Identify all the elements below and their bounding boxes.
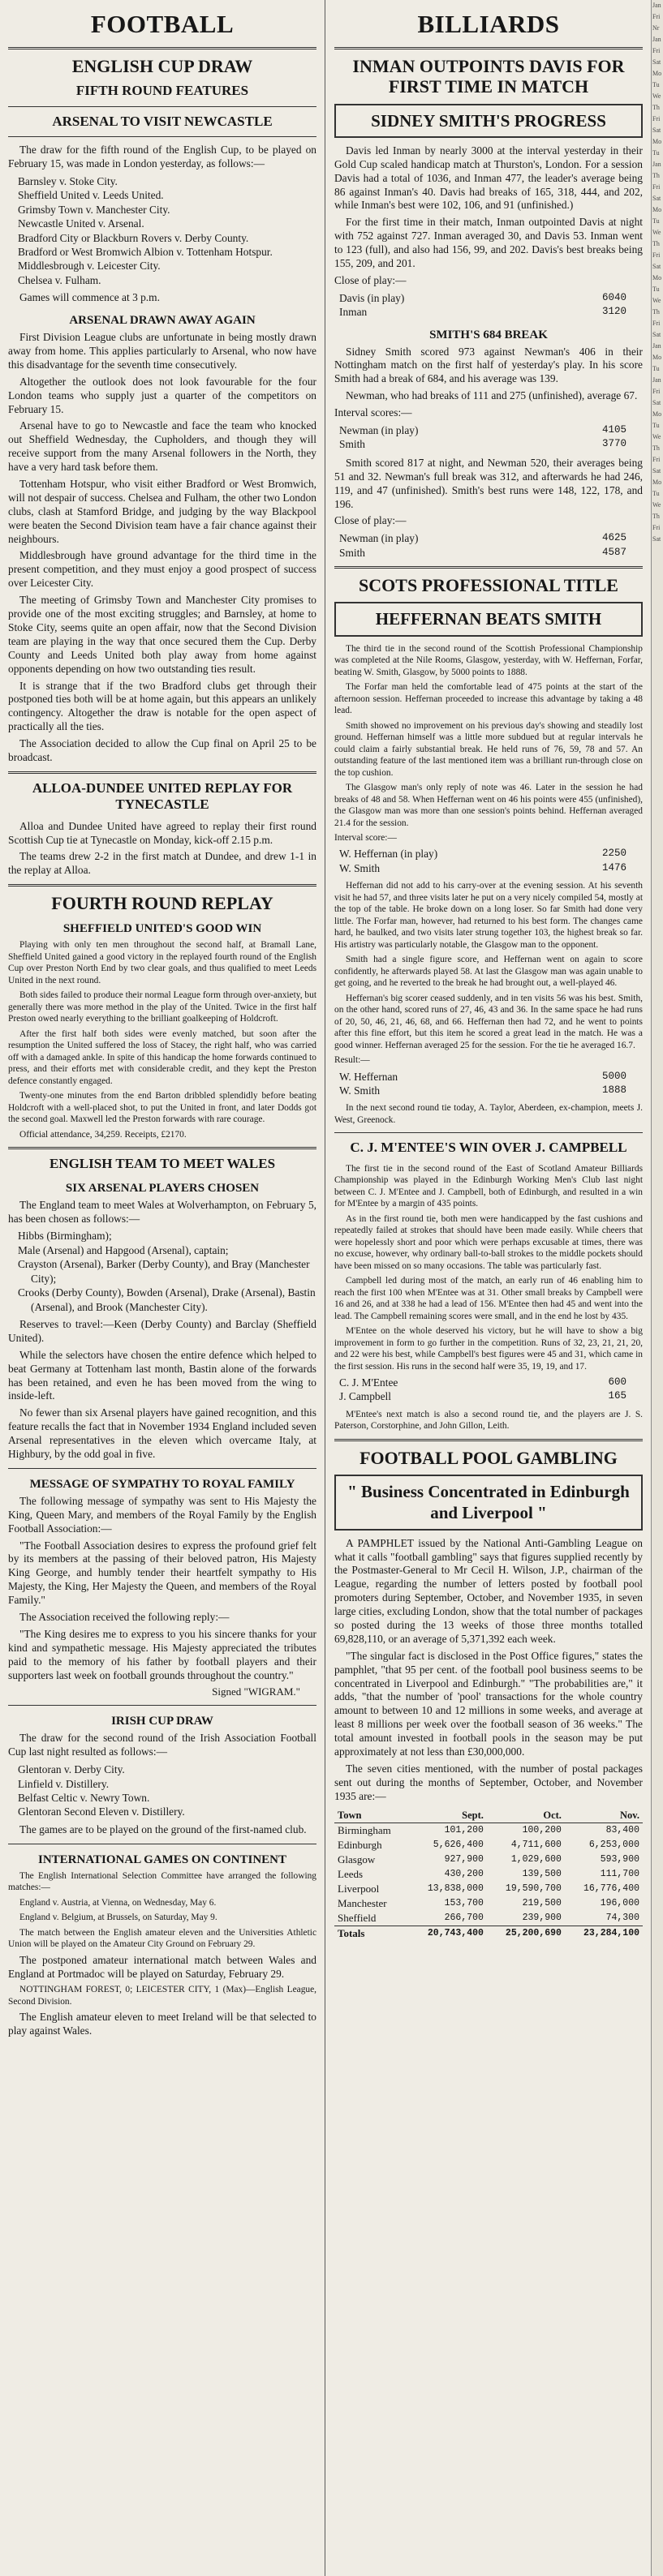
- player-name: W. Smith: [339, 1084, 381, 1097]
- town-cell: Sheffield: [338, 1911, 377, 1924]
- town-cell: Edinburgh: [338, 1838, 382, 1851]
- adjacent-page-strip: [651, 0, 663, 2576]
- table-row: [334, 1882, 643, 1896]
- strip-fragment: Tu: [652, 149, 660, 157]
- player-name: Newman (in play): [339, 532, 419, 545]
- cup-paragraph: It is strange that if the two Bradford clubs get through their postponed ties both will be at home again, but this appears an unlikely contingency. Altogether the draw is notable for the open aspect of practically all the ties.: [8, 679, 316, 733]
- nov-cell: 196,000: [600, 1898, 639, 1909]
- strip-fragment: Mo: [652, 70, 662, 77]
- divider: [8, 1468, 316, 1469]
- table-row: [334, 1838, 643, 1853]
- smith-headline: SMITH'S 684 BREAK: [429, 328, 548, 341]
- player-score: 2250: [601, 848, 626, 860]
- strip-fragment: Th: [652, 513, 660, 520]
- scots-subhead: HEFFERNAN BEATS SMITH: [334, 602, 643, 636]
- sympathy-paragraph: The Association received the following reply:—: [19, 1610, 230, 1623]
- score-row: [339, 437, 643, 451]
- alloa-paragraph: The teams drew 2-2 in the first match at Dundee, and drew 1-1 in the replay at Alloa.: [8, 850, 316, 877]
- pool-paragraph: The seven cities mentioned, with the number of postal packages sent out during the months of September, October, and November 1935 are:—: [334, 1762, 643, 1802]
- wales-paragraph: While the selectors have chosen the entire defence which helped to beat Germany at Tottenham last month, Bastin alone of the forwards has been retained, and even he has been moved from the wing to inside-left.: [8, 1348, 316, 1402]
- cup-paragraph: First Division League clubs are unfortunate in being mostly drawn away from home. This applies particularly to Arsenal, who now have this disadvantage for the seventh time consecutively.: [8, 331, 316, 371]
- irish-tie-list: [8, 1762, 316, 1819]
- strip-fragment: Fri: [652, 115, 661, 122]
- pool-col-header: Sept.: [409, 1809, 487, 1823]
- strip-fragment: Fri: [652, 456, 661, 463]
- cup-fixture: Bradford or West Bromwich Albion v. Tottenham Hotspur.: [18, 245, 273, 258]
- irish-tie: Glentoran Second Eleven v. Distillery.: [18, 1805, 185, 1818]
- strip-fragment: Tu: [652, 365, 660, 372]
- total-label: Totals: [334, 1926, 409, 1941]
- player-name: W. Heffernan (in play): [339, 848, 438, 861]
- score-row: [339, 847, 643, 861]
- strip-fragment: Fri: [652, 47, 661, 54]
- pool-col-header: Nov.: [565, 1809, 643, 1823]
- strip-fragment: We: [652, 501, 661, 509]
- strip-fragment: Th: [652, 240, 660, 247]
- wales-headline: ENGLISH TEAM TO MEET WALES: [49, 1156, 276, 1172]
- pool-paragraph: "The singular fact is disclosed in the Post Office figures," states the pamphlet, "that 95 per cent. of the football pool business seems to be concentrated in Liverpool and Edinburgh." "The probabilities are," it adds, "that the number of 'pool' transactions for the whole country amount to between 10 and 12 millions in some weeks, and average at least 8 millions per week over the football season of 36 weeks." The total amount invested in football pools in the season may be put approximately at not less than £30,000,000.: [334, 1649, 643, 1758]
- replay-paragraph: Twenty-one minutes from the end Barton dribbled splendidly before beating Holdcroft with a well-placed shot, to put the United in front, and later Dodds got the second goal. Maxwell led the Preston forwards with rare courage.: [8, 1091, 316, 1125]
- wales-team-list: [8, 1229, 316, 1314]
- inman-close-scores: [339, 291, 643, 320]
- pool-col-header: Town: [334, 1809, 409, 1823]
- mcentee-paragraph: The first tie in the second round of the East of Scotland Amateur Billiards Championship was played in the Edinburgh Working Men's Club last night between C. J. M'Entee and J. Campbell, both of Edinburgh, and resulted in a win for M'Entee by a margin of 435 points.: [334, 1163, 643, 1209]
- scots-interval-label: Interval score:—: [334, 833, 397, 843]
- table-row: [334, 1823, 643, 1838]
- sept-cell: 13,838,000: [427, 1883, 484, 1895]
- strip-fragment: Tu: [652, 81, 660, 88]
- irish-intro: The draw for the second round of the Irish Association Football Cup last night resulted as follows:—: [8, 1732, 316, 1758]
- strip-fragment: Fri: [652, 183, 661, 191]
- strip-fragment: Nr: [652, 24, 660, 32]
- strip-fragment: Sat: [652, 127, 661, 134]
- divider: [334, 47, 643, 49]
- nov-total: 23,284,100: [565, 1926, 643, 1941]
- strip-fragment: Tu: [652, 286, 660, 293]
- international-paragraph: The English International Selection Committee have arranged the following matches:—: [8, 1870, 316, 1893]
- right-column: [326, 0, 651, 1946]
- strip-fragment: Tu: [652, 217, 660, 225]
- replay-headline: FOURTH ROUND REPLAY: [51, 893, 273, 914]
- town-cell: Birmingham: [338, 1823, 391, 1836]
- table-total-row: [334, 1926, 643, 1941]
- strip-fragment: Th: [652, 308, 660, 316]
- wales-reserves: Reserves to travel:—Keen (Derby County) and Barclay (Sheffield United).: [8, 1317, 316, 1344]
- player-name: Smith: [339, 546, 365, 559]
- oct-cell: 100,200: [522, 1825, 562, 1836]
- strip-fragment: Th: [652, 172, 660, 179]
- scots-paragraph: The Glasgow man's only reply of note was 46. Later in the session he had breaks of 48 and 58. When Heffernan went on 46 his points were 455 (unfinished), the Glasgow man was more than one session's points behind. Heffernan averaged 21.4 for the session.: [334, 783, 643, 828]
- strip-fragment: Jan: [652, 161, 661, 168]
- strip-fragment: Sat: [652, 467, 661, 474]
- scots-paragraph: Heffernan's big scorer ceased suddenly, and in ten visits 56 was his best. Smith, on the other hand, scored runs of 27, 46, 43 and 36. In the same space he had runs of 20, 50, 46, 21, 46, 68, and 66. Heffernan then had 72, and he went to points after this fine effort, but this item he scored a great lead in the match. He was a good winner. Heffernan averaged 25 for the session. For the tie he averaged 16.7.: [334, 993, 643, 1050]
- divider: [334, 1132, 643, 1133]
- pool-table-header-row: [334, 1809, 643, 1823]
- strip-fragment: We: [652, 229, 661, 236]
- divider: [8, 1705, 316, 1706]
- strip-fragment: Jan: [652, 376, 661, 384]
- inman-close-label: Close of play:—: [334, 273, 407, 286]
- strip-fragment: Fri: [652, 251, 661, 259]
- nov-cell: 593,900: [600, 1854, 639, 1865]
- alloa-headline: ALLOA-DUNDEE UNITED REPLAY FOR TYNECASTLE: [32, 779, 293, 813]
- international-headline: INTERNATIONAL GAMES ON CONTINENT: [37, 1853, 287, 1866]
- alloa-paragraph: Alloa and Dundee United have agreed to replay their first round Scottish Cup tie at Tynecastle on Monday, kick-off 2.15 p.m.: [8, 819, 316, 846]
- score-row: [339, 291, 643, 305]
- strip-fragment: Th: [652, 104, 660, 111]
- cup-paragraph: Middlesbrough have ground advantage for the third time in the present competition, and they must enjoy a good prospect of success over Leicester City.: [8, 549, 316, 590]
- cup-headline: ENGLISH CUP DRAW: [71, 56, 253, 76]
- smith-close-scores: [339, 531, 643, 560]
- oct-cell: 239,900: [522, 1913, 562, 1924]
- international-paragraph: The postponed amateur international match between Wales and England at Portmadoc will be played on Saturday, February 29.: [8, 1953, 316, 1980]
- sept-cell: 927,900: [444, 1854, 484, 1865]
- pool-headline: FOOTBALL POOL GAMBLING: [359, 1447, 618, 1468]
- strip-words: [652, 0, 663, 545]
- cup-paragraph: Altogether the outlook does not look favourable for the four London teams who supply just a quarter of the competitors on February 15.: [8, 375, 316, 415]
- scots-paragraph: The third tie in the second round of the Scottish Professional Championship was completed at the Nile Rooms, Glasgow, yesterday, with W. Heffernan, Forfar, beating W. Smith, Glasgow, by 5000 points to 1888.: [334, 643, 643, 677]
- scots-paragraph: Smith showed no improvement on his previous day's showing and steadily lost ground. Heffernan himself was a little more subdued but at regular intervals he could claim a fairly substantial break. He held runs of 76, 59, 78 and 57. An outstanding feature of the last mentioned item was a brilliant run-through close on the top cushion.: [334, 720, 643, 778]
- replay-paragraph: After the first half both sides were evenly matched, but soon after the resumption the United suffered the loss of Stacey, the right half, who was carried off with a damaged ankle. In spite of this handicap the home forwards continued to press, and their efforts met with considerable credit, and they kept the Preston defence constantly engaged.: [8, 1028, 316, 1086]
- inman-paragraph: Davis led Inman by nearly 3000 at the interval yesterday in their Gold Cup scaled handicap match at Thurston's, London. For a session Davis had a total of 1036, and Inman 477, the leader's average being 86 against Inman's 40. Davis had breaks of 165, 318, 444, and 202, while Inman's best were 102, 106, and 91 (unfinished.): [334, 144, 643, 212]
- table-row: [334, 1867, 643, 1882]
- replay-paragraph: Both sides failed to produce their normal League form through over-anxiety, but generally there was more method in the play of the United. Twice in the first half Preston owed nearly everything to the brilliant goalkeeping of Holdcroft.: [8, 990, 316, 1024]
- strip-fragment: Mo: [652, 274, 662, 281]
- scots-result-label: Result:—: [334, 1055, 370, 1066]
- sept-cell: 153,700: [444, 1898, 484, 1909]
- score-row: [339, 1389, 643, 1403]
- table-row: [334, 1911, 643, 1926]
- sympathy-headline: MESSAGE OF SYMPATHY TO ROYAL FAMILY: [29, 1477, 295, 1491]
- cup-paragraph: The Association decided to allow the Cup final on April 25 to be broadcast.: [8, 737, 316, 763]
- nov-cell: 83,400: [605, 1825, 639, 1836]
- mcentee-result-scores: [339, 1376, 643, 1404]
- player-name: W. Heffernan: [339, 1070, 398, 1083]
- wales-paragraph: No fewer than six Arsenal players have gained recognition, and this feature recalls the fact that in November 1934 England included seven Arsenal representatives in the eleven which overcame Italy, at Highbury, by the odd goal in five.: [8, 1406, 316, 1460]
- cup-fixture: Newcastle United v. Arsenal.: [18, 217, 144, 230]
- scots-interval-scores: [339, 847, 643, 875]
- divider: [8, 136, 316, 137]
- scots-paragraph: The Forfar man held the comfortable lead of 475 points at the start of the afternoon session. Heffernan proceeded to increase this advantage by taking a 48 lead.: [334, 682, 643, 716]
- player-score: 4587: [601, 546, 626, 558]
- cup-fixture: Barnsley v. Stoke City.: [18, 174, 118, 187]
- international-paragraph: NOTTINGHAM FOREST, 0; LEICESTER CITY, 1 (Max)—English League, Second Division.: [8, 1985, 316, 2007]
- oct-cell: 219,500: [522, 1898, 562, 1909]
- wales-intro: The England team to meet Wales at Wolverhampton, on February 5, has been chosen as follows:—: [8, 1198, 316, 1225]
- international-paragraph: England v. Belgium, at Brussels, on Saturday, May 9.: [19, 1913, 217, 1923]
- pool-paragraph: A PAMPHLET issued by the National Anti-Gambling League on what it calls "football gambling" says that figures supplied recently by the Postmaster-General to Mr Cecil H. Wilson, J.P., chairman of the League, regarding the number of letters posted by football pool promoters during September, October, and November 1935, in seven large cities, excluding London, show that the total number of packages so posted during the 13 weeks of those three months totalled 69,828,110, or an average of 5,371,392 each week.: [334, 1536, 643, 1645]
- cup-fixture: Sheffield United v. Leeds United.: [18, 189, 164, 202]
- smith-close-label: Close of play:—: [334, 514, 407, 527]
- player-score: 1888: [601, 1084, 626, 1097]
- player-score: 4625: [601, 532, 626, 544]
- cup-paragraph: Arsenal have to go to Newcastle and face the team who knocked out Sheffield Wednesday, the Cupholders, and though they will receive support from the many Arsenal followers in the North, they have a very hard task before them.: [8, 419, 316, 474]
- mcentee-outro: M'Entee's next match is also a second round tie, and the players are J. S. Paterson, Corstorphine, and John Gillon, Leith.: [334, 1409, 643, 1432]
- score-row: [339, 861, 643, 875]
- strip-fragment: Sat: [652, 195, 661, 202]
- scots-paragraph: Smith had a single figure score, and Heffernan went on again to score confidently, he afterwards played 58. At last the Glasgow man was again unable to get going, and he reverted to the break he had brought out, a well-played 46.: [334, 955, 643, 989]
- divider: [334, 566, 643, 569]
- wales-team-line: Male (Arsenal) and Hapgood (Arsenal), captain;: [18, 1243, 229, 1256]
- international-paragraph: The match between the English amateur eleven and the Universities Athletic Union will be played on the Amateur City Ground on February 29.: [8, 1927, 316, 1950]
- table-row: [334, 1853, 643, 1867]
- strip-fragment: Sat: [652, 399, 661, 406]
- sept-cell: 266,700: [444, 1913, 484, 1924]
- replay-paragraph: Playing with only ten men throughout the second half, at Bramall Lane, Sheffield United gained a good victory in the replayed fourth round of the English Cup over Preston North End by two clear goals, and thus qualified to meet Leeds United in the next round.: [8, 940, 316, 985]
- strip-fragment: Fri: [652, 524, 661, 531]
- sept-cell: 5,626,400: [433, 1840, 484, 1851]
- strip-fragment: Jan: [652, 2, 661, 9]
- cup-paragraph: Tottenham Hotspur, who visit either Bradford or West Bromwich, will not despair of success. Chelsea and Fulham, the other two London clubs, clash at Stamford Bridge, and judging by the way Blackpool were beaten the Second Division team have a fair chance against their neighbours.: [8, 478, 316, 545]
- cup-subhead: FIFTH ROUND FEATURES: [75, 83, 249, 99]
- irish-tie: Belfast Celtic v. Newry Town.: [18, 1792, 150, 1805]
- score-row: [339, 1070, 643, 1084]
- divider: [8, 771, 316, 774]
- cup-banner: ARSENAL TO VISIT NEWCASTLE: [52, 113, 273, 129]
- oct-cell: 4,711,600: [510, 1840, 562, 1851]
- pool-col-header: Oct.: [487, 1809, 565, 1823]
- strip-fragment: Sat: [652, 263, 661, 270]
- nov-cell: 16,776,400: [583, 1883, 639, 1895]
- strip-fragment: Fri: [652, 388, 661, 395]
- score-row: [339, 1084, 643, 1097]
- strip-fragment: Jan: [652, 342, 661, 350]
- nov-cell: 6,253,000: [588, 1840, 639, 1851]
- scots-outro: In the next second round tie today, A. Taylor, Aberdeen, ex-champion, meets J. West, Greenock.: [334, 1103, 643, 1125]
- town-cell: Liverpool: [338, 1882, 380, 1895]
- strip-fragment: Tu: [652, 490, 660, 497]
- oct-cell: 19,590,700: [505, 1883, 562, 1895]
- score-row: [339, 423, 643, 437]
- sympathy-signed: Signed "WIGRAM.": [212, 1685, 300, 1698]
- player-name: Newman (in play): [339, 424, 419, 437]
- smith-paragraph: Smith scored 817 at night, and Newman 520, their averages being 51 and 32. Newman's full break was 312, and afterwards he had 246, 119, and 47 (unfinished). Smith's best runs were 148, 122, 178, and 196.: [334, 456, 643, 510]
- player-score: 6040: [601, 291, 626, 303]
- cup-kickoff: Games will commence at 3 p.m.: [19, 291, 160, 304]
- town-cell: Leeds: [338, 1867, 364, 1880]
- irish-tie: Linfield v. Distillery.: [18, 1777, 110, 1790]
- strip-fragment: Sat: [652, 535, 661, 543]
- player-name: Davis (in play): [339, 291, 405, 304]
- wales-subhead: SIX ARSENAL PLAYERS CHOSEN: [65, 1181, 260, 1195]
- strip-fragment: Tu: [652, 422, 660, 429]
- town-cell: Manchester: [338, 1896, 387, 1909]
- score-row: [339, 305, 643, 319]
- player-score: 3770: [601, 438, 626, 450]
- international-paragraph: The English amateur eleven to meet Ireland will be that selected to play against Wales.: [8, 2011, 316, 2037]
- replay-subhead: SHEFFIELD UNITED'S GOOD WIN: [62, 922, 262, 936]
- sympathy-paragraph: The following message of sympathy was sent to His Majesty the King, Queen Mary, and members of the Royal Family by the English Football Association:—: [8, 1494, 316, 1535]
- strip-fragment: Fri: [652, 13, 661, 20]
- strip-fragment: Sat: [652, 58, 661, 66]
- oct-cell: 139,500: [522, 1869, 562, 1880]
- mcentee-paragraph: M'Entee on the whole deserved his victory, but he will have to show a big improvement in form to go further in the competition. Runs of 32, 23, 21, 21, 20, and 22 were his best, while Campbell's best figures were 45 and 31, which came in the first session. His runs in the second half were 35, 19, 19, and 17.: [334, 1326, 643, 1372]
- nov-cell: 74,300: [605, 1913, 639, 1924]
- strip-fragment: Mo: [652, 138, 662, 145]
- divider: [8, 106, 316, 107]
- player-name: W. Smith: [339, 861, 381, 874]
- strip-fragment: Mo: [652, 410, 662, 418]
- smith-interval-scores: [339, 423, 643, 452]
- cup-fixture: Chelsea v. Fulham.: [18, 273, 101, 286]
- cup-fixture-list: [8, 174, 316, 287]
- sympathy-paragraph: "The King desires me to express to you his sincere thanks for your kind and sympathetic message. His Majesty appreciated the tributes paid to the memory of his father by football players and their supporters last week on football grounds throughout the country.": [8, 1627, 316, 1681]
- inman-headline: INMAN OUTPOINTS DAVIS FOR FIRST TIME IN MATCH: [352, 56, 625, 97]
- inman-paragraph: For the first time in their match, Inman outpointed Davis at night with 752 against 727. Inman averaged 30, and Davis 53. Inman went to 123 (full), and also had 156, 99, and 202. Davis's best breaks being 155, 209, and 201.: [334, 216, 643, 269]
- smith-paragraph: Newman, who had breaks of 111 and 275 (unfinished), average 67.: [346, 389, 638, 402]
- strip-fragment: Fri: [652, 320, 661, 327]
- player-name: J. Campbell: [339, 1390, 391, 1403]
- strip-fragment: We: [652, 92, 661, 100]
- smith-interval-label: Interval scores:—: [334, 406, 412, 419]
- strip-fragment: Th: [652, 444, 660, 452]
- strip-fragment: We: [652, 297, 661, 304]
- divider: [334, 1439, 643, 1441]
- player-name: C. J. M'Entee: [339, 1376, 398, 1389]
- mcentee-headline: C. J. M'ENTEE'S WIN OVER J. CAMPBELL: [350, 1140, 627, 1156]
- wales-team-line: Hibbs (Birmingham);: [18, 1230, 112, 1243]
- international-paragraph: England v. Austria, at Vienna, on Wednesday, May 6.: [19, 1897, 217, 1908]
- divider: [8, 47, 316, 49]
- scots-headline: SCOTS PROFESSIONAL TITLE: [359, 575, 618, 596]
- wales-team-line: Crooks (Derby County), Bowden (Arsenal), Drake (Arsenal), Bastin (Arsenal), and Brook (Manchester City).: [18, 1286, 316, 1313]
- sympathy-paragraph: "The Football Association desires to express the profound grief felt by its members at the passing of their beloved patron, His Majesty King George, and humbly tender their heartfelt sympathy to His Majesty, the King, Her Majesty the Queen, and members of the Royal Family.": [8, 1539, 316, 1607]
- strip-fragment: Sat: [652, 331, 661, 338]
- table-row: [334, 1896, 643, 1911]
- player-score: 4105: [601, 424, 626, 436]
- oct-cell: 1,029,600: [510, 1854, 562, 1865]
- strip-fragment: Mo: [652, 479, 662, 486]
- oct-total: 25,200,690: [487, 1926, 565, 1941]
- divider: [8, 1147, 316, 1149]
- replay-paragraph: Official attendance, 34,259. Receipts, £2170.: [19, 1129, 187, 1140]
- sept-cell: 101,200: [444, 1825, 484, 1836]
- irish-outro: The games are to be played on the ground of the first-named club.: [19, 1823, 307, 1835]
- left-column: [0, 0, 325, 2041]
- mcentee-paragraph: As in the first round tie, both men were handicapped by the fast cushions and repeatedly failed at strokes that should have been made easily. While cheers that were hopelessly short and poor which were perhaps excusable at times, there was no excuse, however, why ordinary ball-to-ball strokes to the middle pockets should have been missed on so many occasions. The table was particularly fast.: [334, 1213, 643, 1271]
- cup-fixture: Grimsby Town v. Manchester City.: [18, 203, 170, 216]
- divider: [8, 884, 316, 887]
- player-score: 600: [608, 1376, 626, 1389]
- player-name: Inman: [339, 306, 368, 319]
- cup-paragraph: The meeting of Grimsby Town and Manchester City promises to provide one of the most exciting struggles; and Barnsley, at home to Stoke City, seems quite an open affair, now that the Second Division team are playing in the way that once secured them the Cup. Derby County and Leeds United both play away from home against opponents depending on how two outstanding ties result.: [8, 594, 316, 675]
- scots-result-scores: [339, 1070, 643, 1098]
- score-row: [339, 1376, 643, 1389]
- sept-total: 20,743,400: [409, 1926, 487, 1941]
- player-score: 1476: [601, 861, 626, 874]
- inman-subhead: SIDNEY SMITH'S PROGRESS: [334, 104, 643, 138]
- masthead-billiards: BILLIARDS: [417, 10, 560, 38]
- player-name: Smith: [339, 438, 365, 451]
- cup-drawn-away-head: ARSENAL DRAWN AWAY AGAIN: [69, 314, 256, 328]
- player-score: 5000: [601, 1070, 626, 1082]
- pool-table: [334, 1809, 643, 1941]
- mcentee-paragraph: Campbell led during most of the match, an early run of 46 enabling him to reach the first 100 when M'Entee was at 31. Other small breaks by Campbell were 16 and 26, and at 338 he had a lead of 156. M'Entee then had 45 and went into the lead. The Campbell remaining scores were small, and in the end he lost by 435.: [334, 1276, 643, 1321]
- wales-team-line: Crayston (Arsenal), Barker (Derby County), and Bray (Manchester City);: [18, 1258, 310, 1285]
- nov-cell: 111,700: [600, 1869, 639, 1880]
- cup-fixture: Middlesbrough v. Leicester City.: [18, 260, 161, 273]
- player-score: 3120: [601, 306, 626, 318]
- strip-fragment: Mo: [652, 354, 662, 361]
- smith-paragraph: Sidney Smith scored 973 against Newman's 406 in their Nottingham match on the first half of yesterday's play. In his score Smith had a break of 684, and his average was 139.: [334, 345, 643, 385]
- sept-cell: 430,200: [444, 1869, 484, 1880]
- irish-headline: IRISH CUP DRAW: [111, 1715, 213, 1728]
- masthead-football: FOOTBALL: [90, 10, 235, 38]
- strip-fragment: Jan: [652, 36, 661, 43]
- cup-intro: The draw for the fifth round of the English Cup, to be played on February 15, was made in London yesterday, as follows:—: [8, 144, 316, 170]
- irish-tie: Glentoran v. Derby City.: [18, 1763, 125, 1776]
- strip-fragment: We: [652, 433, 661, 440]
- cup-fixture: Bradford City or Blackburn Rovers v. Derby County.: [18, 231, 249, 244]
- player-score: 165: [608, 1390, 626, 1402]
- scots-paragraph: Heffernan did not add to his carry-over at the evening session. At his seventh visit he had 57, and three visits later he put on a very nicely compiled 54, mostly at the top of the table. He broke down on a long loser. So far Smith had done very little. The Forfar man, however, had returned to his best form. The changes came hard, he baulked, and two visits later strung together 103, the highest break so far. His artistry was particularly notable, the Glasgow man to the opponent.: [334, 881, 643, 950]
- score-row: [339, 531, 643, 545]
- score-row: [339, 546, 643, 560]
- town-cell: Glasgow: [338, 1853, 376, 1865]
- pool-subhead: " Business Concentrated in Edinburgh and Liverpool ": [334, 1475, 643, 1531]
- strip-fragment: Mo: [652, 206, 662, 213]
